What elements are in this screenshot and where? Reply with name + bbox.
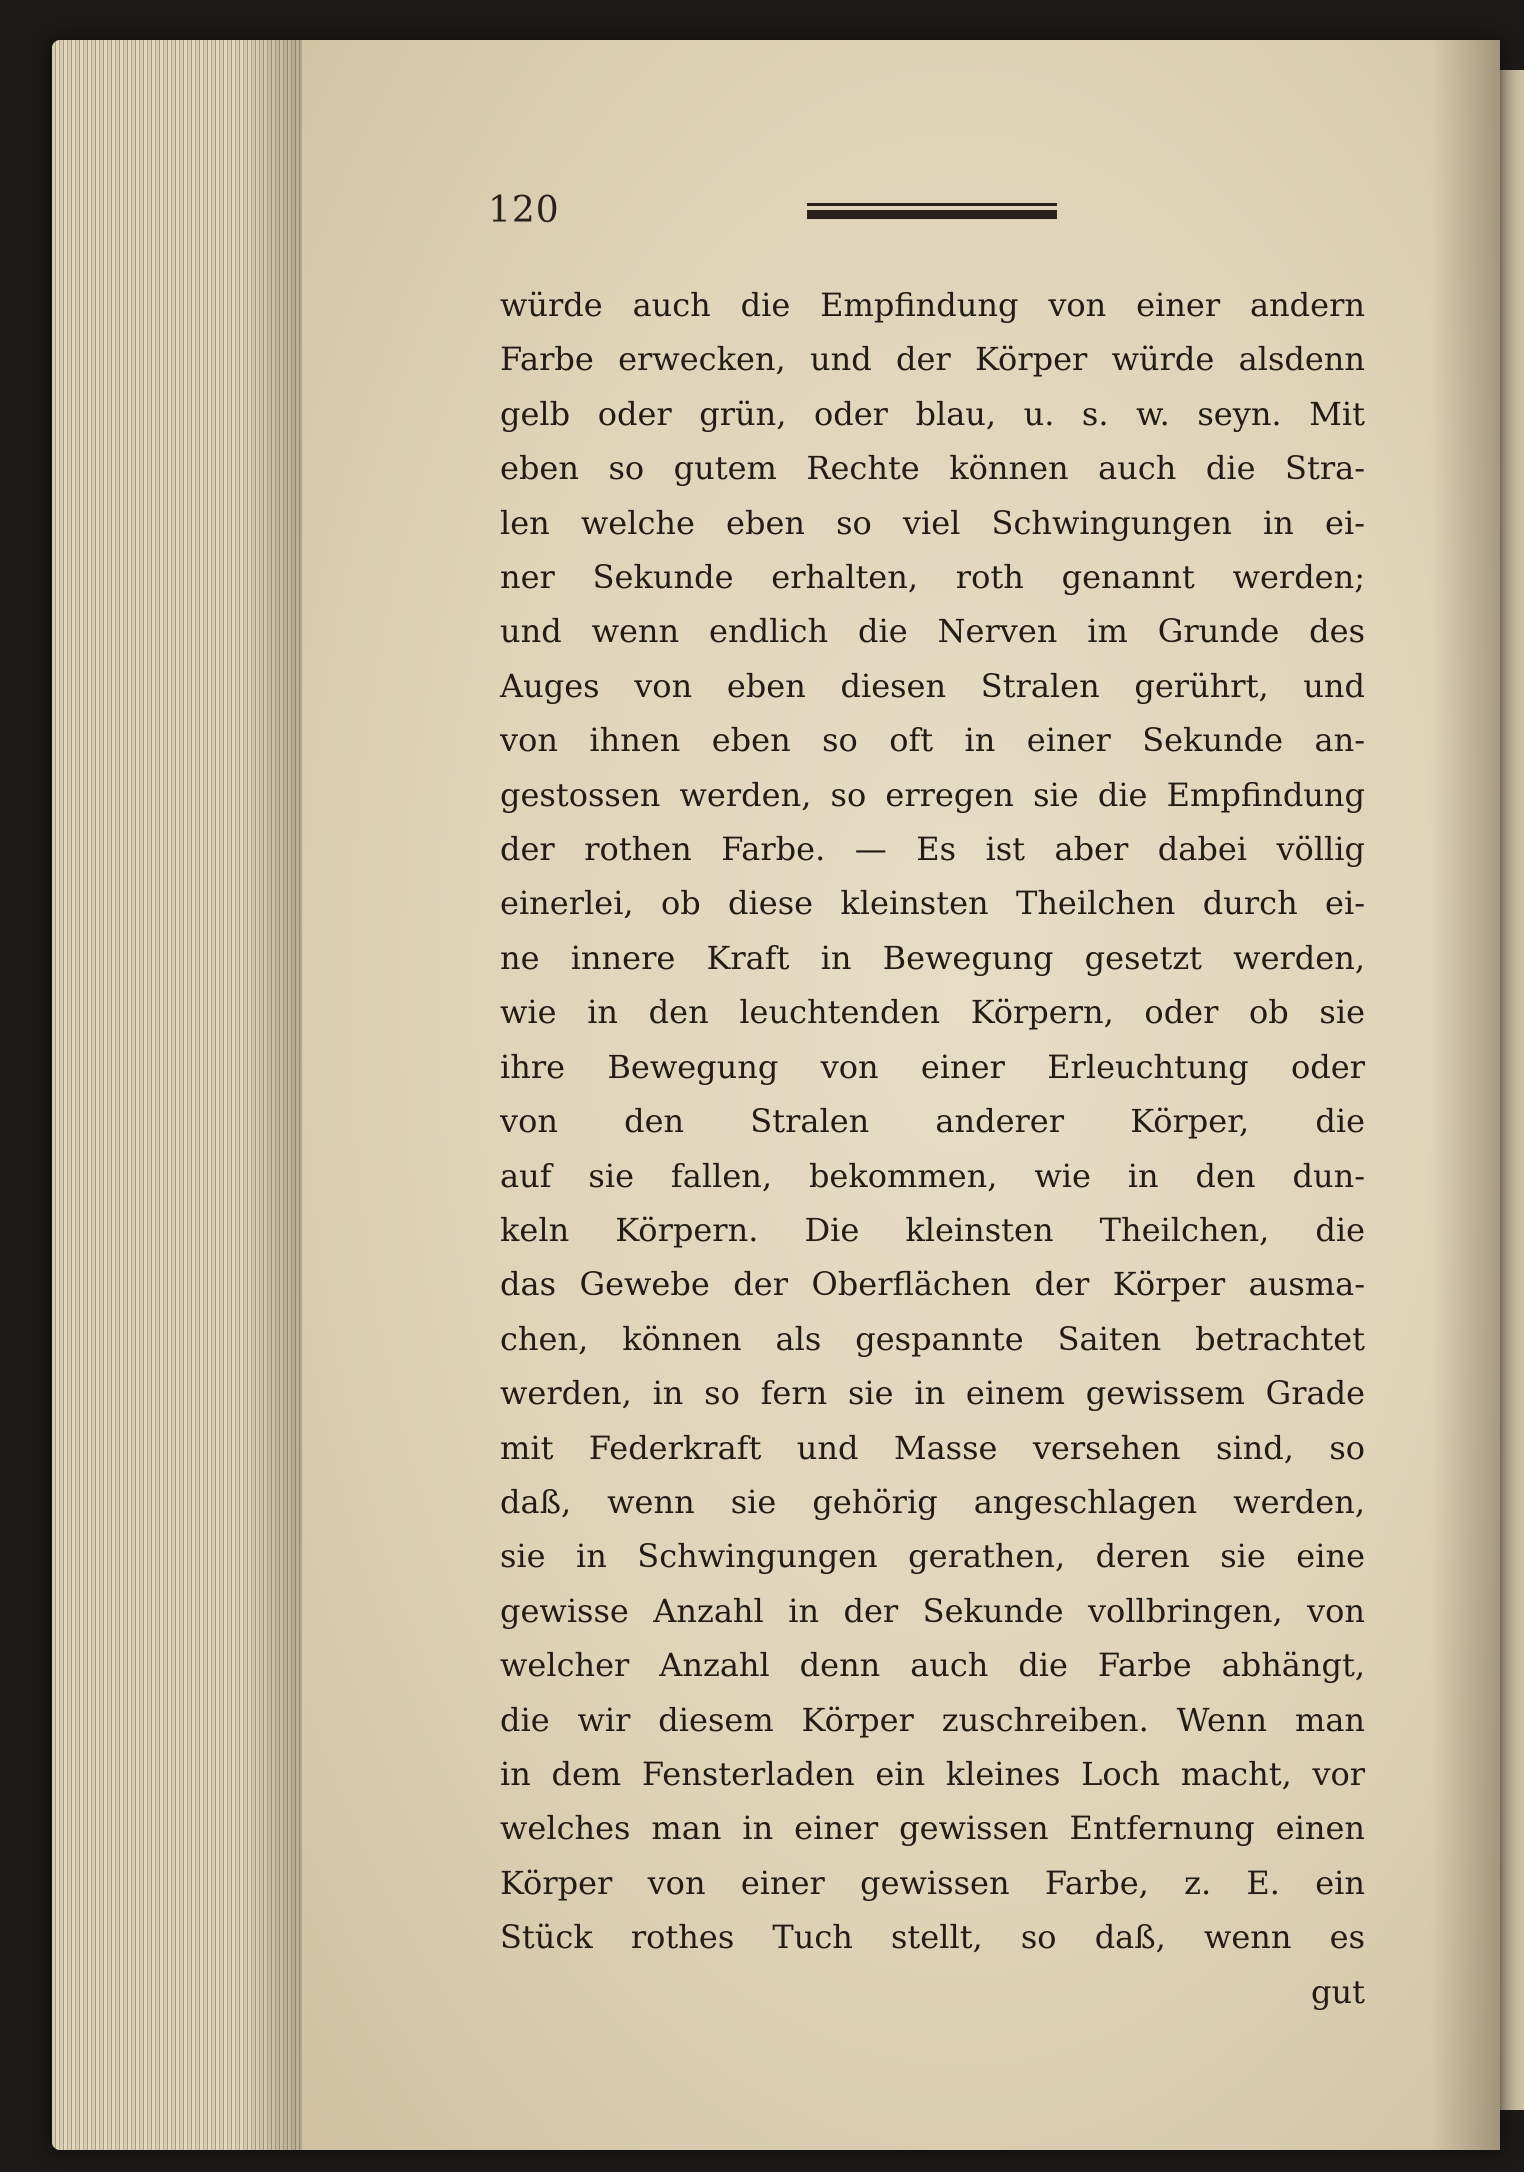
text-line: einerlei, ob diese kleinsten Theilchen durch ei-	[500, 884, 1365, 923]
text-line: auf sie fallen, bekommen, wie in den dun-	[500, 1156, 1365, 1195]
text-line: der rothen Farbe. — Es ist aber dabei völlig	[500, 830, 1365, 869]
body-text	[500, 278, 1365, 2019]
text-line: mit Federkraft und Masse versehen sind, so	[500, 1428, 1365, 1467]
text-line: von den Stralen anderer Körper, die	[500, 1102, 1365, 1141]
text-line: len welche eben so viel Schwingungen in ei-	[500, 503, 1365, 542]
text-line: ihre Bewegung von einer Erleuchtung oder	[500, 1047, 1365, 1086]
text-line: das Gewebe der Oberflächen der Körper ausma-	[500, 1265, 1365, 1304]
page-edges	[52, 40, 302, 2150]
text-line: welcher Anzahl denn auch die Farbe abhängt,	[500, 1646, 1365, 1685]
header-rule-thin	[807, 203, 1057, 206]
header-rule	[807, 203, 1057, 221]
text-line: und wenn endlich die Nerven im Grunde des	[500, 612, 1365, 651]
page-number: 120	[488, 190, 560, 231]
text-line: Körper von einer gewissen Farbe, z. E. ein	[500, 1863, 1365, 1902]
text-line: wie in den leuchtenden Körpern, oder ob sie	[500, 993, 1365, 1032]
text-line: daß, wenn sie gehörig angeschlagen werden,	[500, 1482, 1365, 1521]
text-line: würde auch die Empfindung von einer andern	[500, 286, 1365, 324]
text-line: eben so gutem Rechte können auch die Stra-	[500, 449, 1365, 488]
text-line: sie in Schwingungen gerathen, deren sie eine	[500, 1537, 1365, 1576]
header-rule-thick	[807, 210, 1057, 219]
text-line: ner Sekunde erhalten, roth genannt werden;	[500, 558, 1365, 597]
text-line: die wir diesem Körper zuschreiben. Wenn man	[500, 1700, 1365, 1739]
text-line: keln Körpern. Die kleinsten Theilchen, die	[500, 1210, 1365, 1249]
text-line: Auges von eben diesen Stralen gerührt, und	[500, 666, 1365, 705]
text-line: Stück rothes Tuch stellt, so daß, wenn es	[500, 1918, 1365, 1957]
text-line: gewisse Anzahl in der Sekunde vollbringen, von	[500, 1591, 1365, 1630]
text-line: in dem Fensterladen ein kleines Loch macht, vor	[500, 1754, 1365, 1793]
text-line: gelb oder grün, oder blau, u. s. w. seyn. Mit	[500, 394, 1365, 433]
text-line: chen, können als gespannte Saiten betrachtet	[500, 1319, 1365, 1358]
text-line: von ihnen eben so oft in einer Sekunde an-	[500, 721, 1365, 760]
catchword: gut	[1311, 1972, 1365, 2011]
text-line: werden, in so fern sie in einem gewissem Grade	[500, 1374, 1365, 1413]
gutter-shadow	[1430, 40, 1500, 2150]
text-line: welches man in einer gewissen Entfernung einen	[500, 1809, 1365, 1848]
text-line: gestossen werden, so erregen sie die Empfindung	[500, 775, 1365, 814]
text-line: Farbe erwecken, und der Körper würde alsdenn	[500, 340, 1365, 379]
text-line: ne innere Kraft in Bewegung gesetzt werden,	[500, 938, 1365, 977]
